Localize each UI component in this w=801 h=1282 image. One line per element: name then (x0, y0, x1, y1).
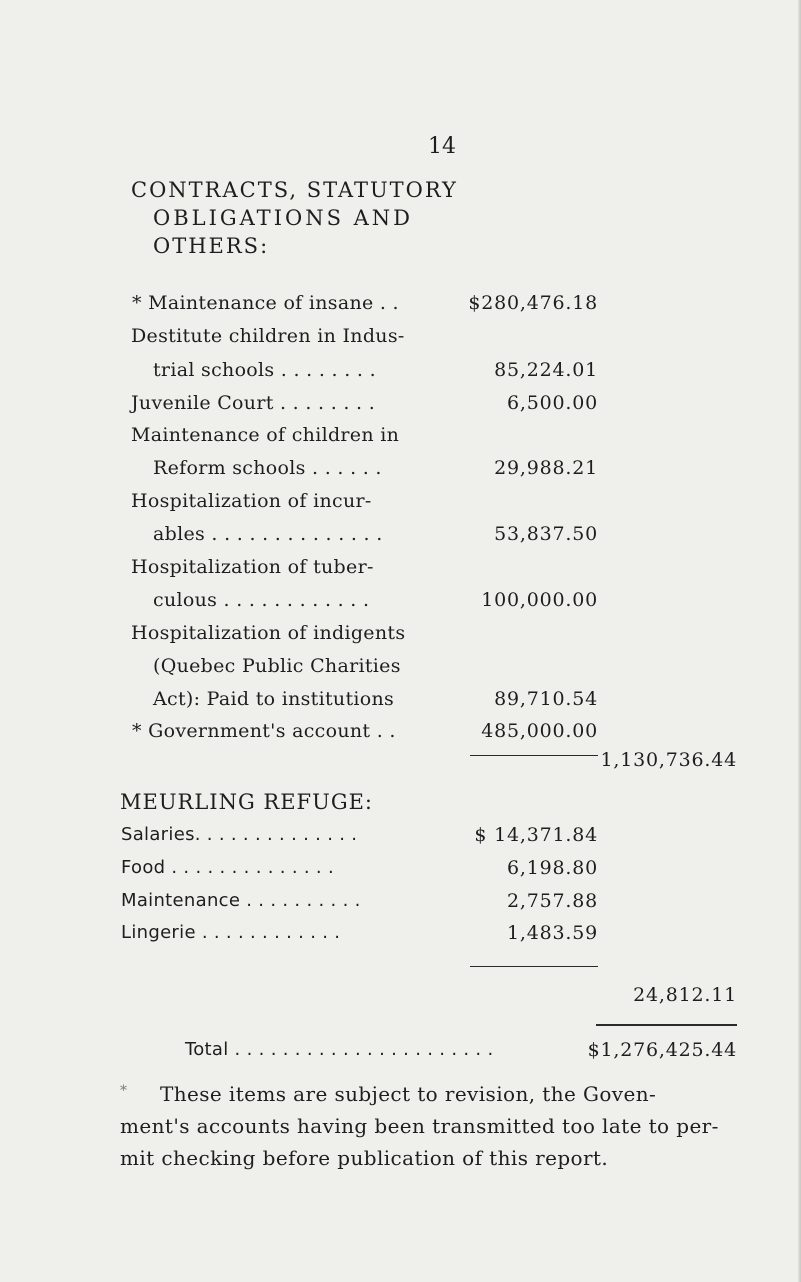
contracts-item-label: Juvenile Court . . . . . . . . (131, 392, 376, 414)
footnote-line: ment's accounts having been transmitted too late to per- (120, 1114, 719, 1138)
contracts-item-amount: 100,000.00 (481, 589, 598, 611)
contracts-item-label: Maintenance of children in (131, 424, 400, 446)
refuge-item-amount: 2,757.88 (506, 890, 598, 912)
contracts-item-label: * Maintenance of insane . . (132, 292, 399, 314)
contracts-subtotal: 1,130,736.44 (600, 749, 737, 771)
refuge-item-amount: 6,198.80 (506, 857, 598, 879)
refuge-subtotal: 24,812.11 (633, 984, 737, 1006)
contracts-item-label: culous . . . . . . . . . . . . (153, 589, 370, 611)
total-label: Total . . . . . . . . . . . . . . . . . . . . . . (185, 1039, 494, 1060)
contracts-item-amount: 89,710.54 (494, 688, 598, 710)
contracts-item-label: trial schools . . . . . . . . (153, 359, 376, 381)
refuge-item-amount: 1,483.59 (506, 922, 598, 944)
refuge-item-label: Food . . . . . . . . . . . . . . (121, 857, 334, 878)
contracts-item-amount: 53,837.50 (494, 523, 598, 545)
contracts-item-amount: 6,500.00 (506, 392, 598, 414)
footnote-line: These items are subject to revision, the Goven- (160, 1082, 657, 1106)
contracts-item-label: Reform schools . . . . . . (153, 457, 382, 479)
refuge-item-label: Maintenance . . . . . . . . . . (121, 890, 361, 911)
refuge-item-amount: $ 14,371.84 (474, 824, 598, 846)
contracts-heading-line: OTHERS: (153, 234, 270, 258)
contracts-heading-line: OBLIGATIONS AND (153, 206, 414, 230)
refuge-heading: MEURLING REFUGE: (120, 790, 373, 814)
contracts-item-amount: $280,476.18 (468, 292, 598, 314)
contracts-item-label: Hospitalization of indigents (131, 622, 406, 644)
subtotal-rule (470, 755, 598, 756)
contracts-item-label: Act): Paid to institutions (153, 688, 395, 710)
refuge-item-label: Salaries. . . . . . . . . . . . . . (121, 824, 358, 845)
contracts-item-amount: 29,988.21 (494, 457, 598, 479)
contracts-item-amount: 485,000.00 (481, 720, 598, 742)
page-number: 14 (428, 134, 456, 159)
contracts-item-label: (Quebec Public Charities (153, 655, 401, 677)
refuge-item-label: Lingerie . . . . . . . . . . . . (121, 922, 341, 943)
contracts-item-label: Destitute children in Indus- (131, 325, 405, 347)
footnote-marker: * (120, 1083, 128, 1099)
contracts-heading (131, 176, 458, 260)
total-amount: $1,276,425.44 (587, 1039, 737, 1061)
contracts-item-label: * Government's account . . (132, 720, 396, 742)
contracts-item-label: Hospitalization of incur- (131, 490, 372, 512)
subtotal-rule (470, 966, 598, 967)
footnote-line: mit checking before publication of this report. (120, 1146, 609, 1170)
contracts-item-label: ables . . . . . . . . . . . . . . (153, 523, 383, 545)
contracts-item-amount: 85,224.01 (494, 359, 598, 381)
contracts-item-label: Hospitalization of tuber- (131, 556, 374, 578)
contracts-heading-line: CONTRACTS, STATUTORY (131, 178, 458, 202)
total-rule (596, 1024, 737, 1026)
footnote (120, 1078, 745, 1174)
